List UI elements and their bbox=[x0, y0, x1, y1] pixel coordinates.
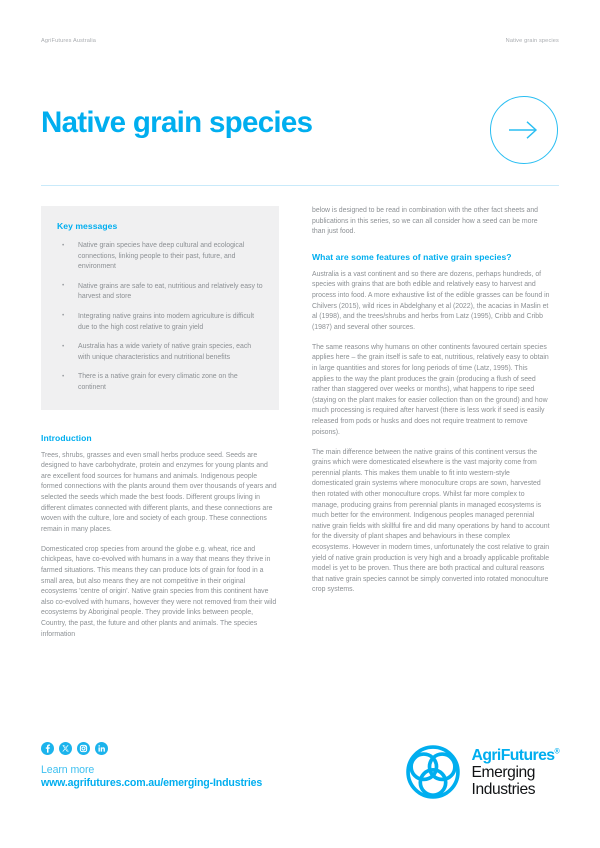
body-columns bbox=[41, 206, 559, 716]
brand-line-1: AgriFutures® bbox=[471, 746, 559, 764]
list-item: • Native grains are safe to eat, nutritious and relatively easy to harvest and store bbox=[57, 282, 263, 303]
agrifutures-url[interactable]: www.agrifutures.com.au/emerging-Industries bbox=[41, 777, 263, 790]
brand-line-2: Emerging bbox=[471, 763, 536, 781]
agrifutures-trefoil-logo-icon bbox=[405, 744, 461, 800]
list-item: • Integrating native grains into modern agriculture is difficult due to the high cost relative to grain yield bbox=[57, 312, 263, 333]
key-messages-list bbox=[57, 241, 263, 394]
running-header-left: AgriFutures Australia bbox=[41, 38, 97, 44]
running-header bbox=[41, 38, 559, 44]
x-twitter-icon[interactable] bbox=[59, 742, 72, 755]
instagram-icon[interactable] bbox=[77, 742, 90, 755]
brand-wordmark bbox=[472, 747, 559, 798]
features-paragraph-2: The same reasons why humans on other continents favoured certain species applies here – the grain itself is safe to eat, nutritious, relatively easy to obtain in large quantities and stores for long periods of time (Latz, 1995). This applies to the way the plant produces the grain (producing a flush of seed rather than staggered over weeks or months), what happens to ripe seed (staying on the plant makes for easier collection than on the ground) and how much processing is required after harvest (there is less work if seed is easily released from pods or husks and does not require treatment to remove poisons). bbox=[312, 343, 549, 436]
registered-mark: ® bbox=[554, 748, 559, 756]
brand-line-3: Industries bbox=[471, 780, 536, 798]
list-item: • Native grain species have deep cultural and ecological connections, linking people to their past, future, and environment bbox=[57, 241, 263, 273]
lead-paragraph: below is designed to be read in combination with the other fact sheets and publications in this series, so we can all consider how a seed can be more than just food. bbox=[312, 207, 539, 236]
facebook-glyph bbox=[41, 742, 54, 755]
introduction-paragraph-2: Domesticated crop species from around the globe e.g. wheat, rice and chickpeas, have co-evolved with humans in a way that means they thrive in farmed situations. This means they can produce lots of grain for food in a small area, but also means they are not competitive in their original ecosystems 'centre of origin'. Native grain species from this continent have also co-evolved with humans, however they were not removed from their wild ecosystems by Aboriginal people. They provide links between people, Country, the past, the future and other plants and animals. The species information bbox=[41, 545, 277, 638]
features-paragraph-3: The main difference between the native grains of this continent versus the grains which were domesticated elsewhere is the vast majority come from perennial plants. This makes them unable to fit into western-style domesticated grain systems where monoculture crops are sown, harvested then rotated with other monoculture crops. Whilst far more complex to manage, producing grains from perennial plants in managed ecosystems is much better for the environment. Indigenous peoples managed perennial native grain fields with skillful fire and did many operations by hand to account for the diversity of plant shapes and behaviours in these complex ecosystems. However in modern times, unfortunately the cost relative to grain yield of native grain production is very high and a broadly applicable profitable model is yet to be proven. Thus there are both practical and cultural reasons that native grain species cannot be simply converted into rotated monoculture crop systems. bbox=[312, 448, 550, 594]
linkedin-glyph bbox=[95, 742, 108, 755]
instagram-glyph bbox=[77, 742, 90, 755]
introduction-paragraph-1: Trees, shrubs, grasses and even small herbs produce seed. Seeds are designed to have carbohydrate, protein and enzymes for young plants and are excellent food sources for humans and animals. Indigenous people formed connections with the plants around them over thousands of years and selected the seeds which made the best foods. Different groups living in different climates connected with different plants, and these connections are woven with the culture, lore and society of each group. These connections remain in many places. bbox=[41, 451, 277, 533]
list-item: • There is a native grain for every climatic zone on the continent bbox=[57, 372, 263, 393]
linkedin-icon[interactable] bbox=[95, 742, 108, 755]
facebook-icon[interactable] bbox=[41, 742, 54, 755]
page-footer bbox=[41, 742, 559, 818]
features-heading: What are some features of native grain species? bbox=[312, 251, 512, 262]
key-messages-heading: Key messages bbox=[57, 221, 118, 231]
header-divider bbox=[41, 185, 559, 186]
left-column bbox=[41, 206, 279, 640]
title-block bbox=[41, 96, 559, 174]
right-column bbox=[312, 206, 550, 596]
learn-more-label: Learn more bbox=[41, 764, 95, 776]
key-messages-box bbox=[41, 206, 279, 410]
introduction-heading: Introduction bbox=[41, 432, 92, 443]
running-header-right: Native grain species bbox=[505, 38, 559, 44]
list-item: • Australia has a wide variety of native grain species, each with unique characteristics and nutritional benefits bbox=[57, 342, 263, 363]
page-title: Native grain species bbox=[41, 106, 313, 139]
x-glyph bbox=[59, 742, 72, 755]
arrow-right-button[interactable] bbox=[490, 96, 558, 164]
brand-lockup bbox=[405, 744, 559, 800]
features-paragraph-1: Australia is a vast continent and so there are dozens, perhaps hundreds, of species with grains that are both edible and relatively easy to harvest and process into food. A more exhaustive list of the edible grasses can be found in Chilvers (2015), wild rices in Abdelghany et al (2022), the acacias in Maslin et al (1998), and the trees/shrubs and herbs from Latz (1995), Cribb and Cribb (1987) and several other sources. bbox=[312, 270, 550, 331]
arrow-right-icon bbox=[507, 120, 541, 140]
